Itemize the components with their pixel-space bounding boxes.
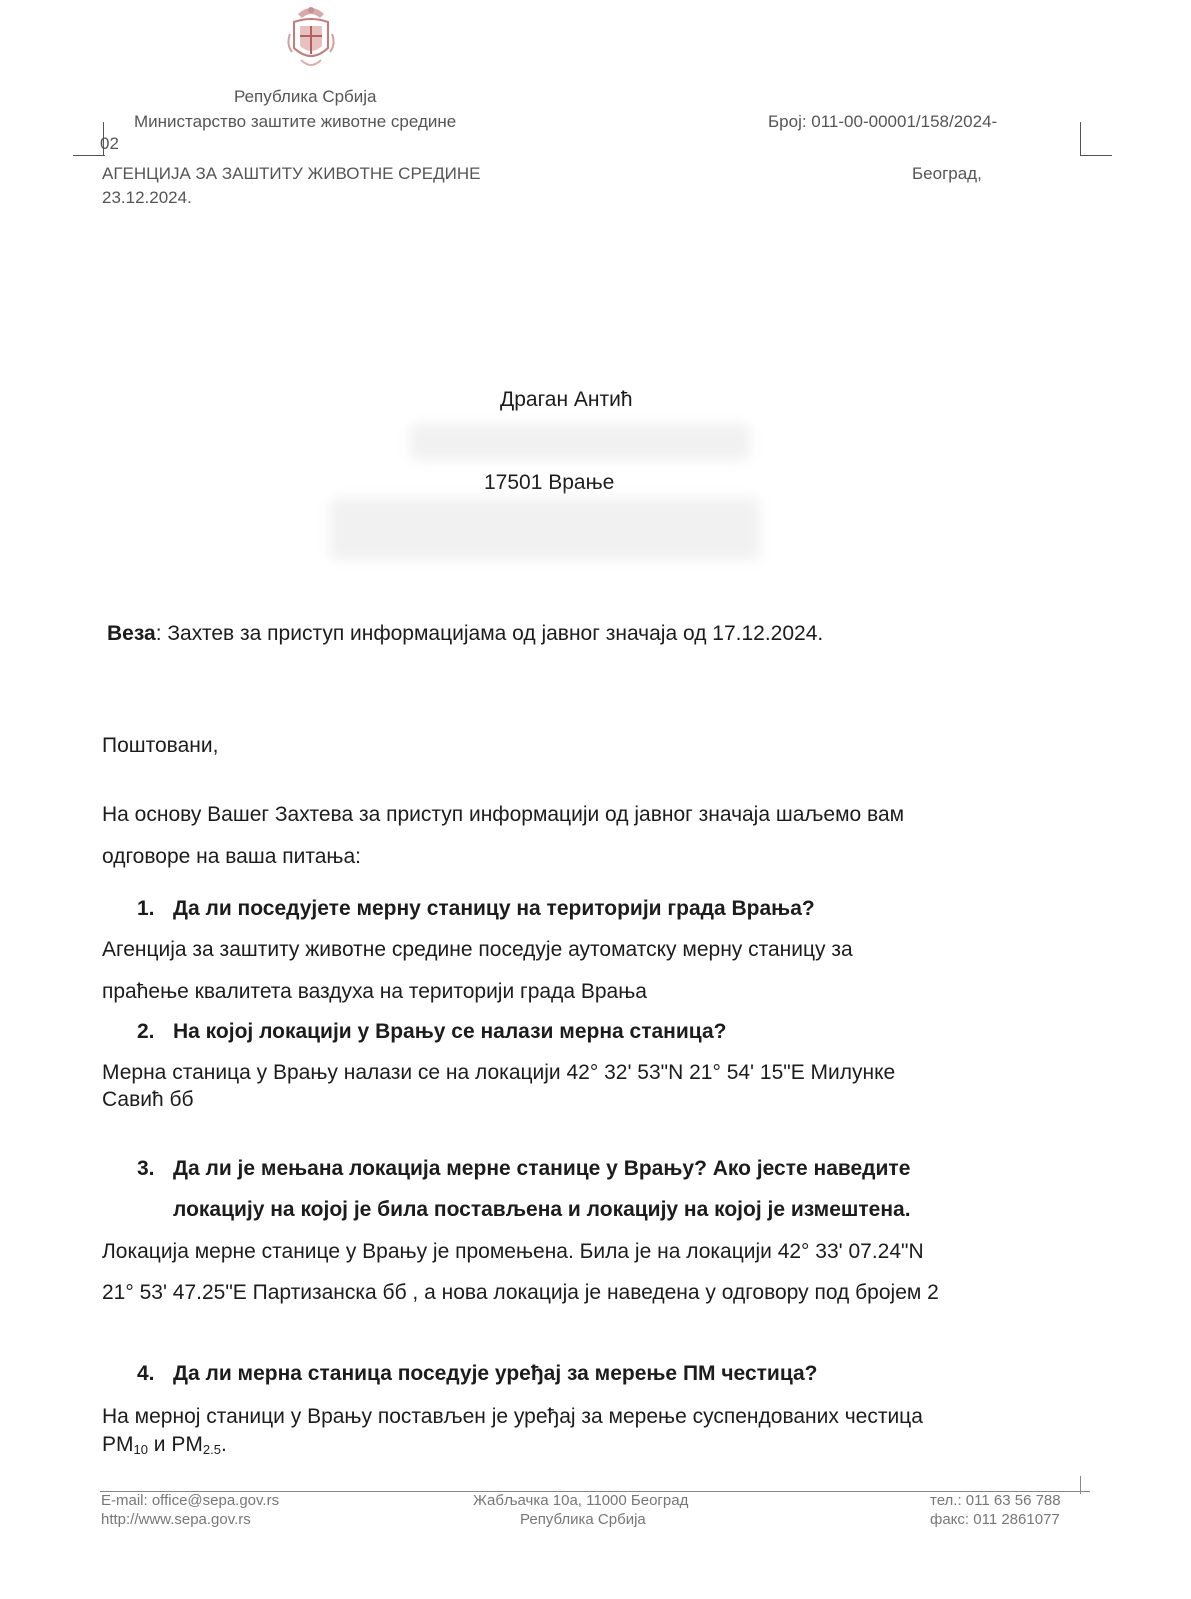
subject-line xyxy=(107,622,823,646)
corner-bracket-right-h xyxy=(1080,155,1112,156)
pm10-subscript: 10 xyxy=(133,1442,148,1457)
recipient-name: Драган Антић xyxy=(500,388,633,411)
answer-2-line-1: Мерна станица у Врању налази се на локацији 42° 32' 53"N 21° 54' 15"E Милунке xyxy=(102,1061,896,1084)
question-number: 1. xyxy=(137,897,155,920)
pm-prefix: PM xyxy=(102,1433,134,1456)
agency-name: АГЕНЦИЈА ЗА ЗАШТИТУ ЖИВОТНЕ СРЕДИНЕ xyxy=(102,164,481,183)
question-2 xyxy=(137,1020,726,1044)
footer-bracket xyxy=(1080,1476,1081,1494)
coat-of-arms-seal xyxy=(286,4,336,76)
intro-line-2: одговоре на ваша питања: xyxy=(102,845,361,868)
question-text: На којој локацији у Врању се налази мерна станица? xyxy=(173,1020,727,1043)
footer-fax: факс: 011 2861077 xyxy=(930,1511,1060,1528)
question-text: Да ли је мењана локација мерне станице у Врању? Ако јесте наведите xyxy=(173,1157,911,1180)
document-date: 23.12.2024. xyxy=(102,188,192,207)
footer-country: Република Србија xyxy=(520,1511,646,1528)
pm-mid: и PM xyxy=(147,1433,203,1456)
footer-email: E-mail: office@sepa.gov.rs xyxy=(101,1492,280,1509)
question-number: 2. xyxy=(137,1020,155,1043)
question-number: 3. xyxy=(137,1157,155,1180)
pm25-subscript: 2.5 xyxy=(202,1442,221,1457)
answer-3-line-1: Локација мерне станице у Врању је промењена. Била је на локацији 42° 33' 07.24"N xyxy=(102,1240,924,1263)
question-3-line-2: локацију на којој је била постављена и локацију на којој је измештена. xyxy=(173,1198,911,1221)
subject-label: Веза xyxy=(107,622,156,645)
answer-2-line-2: Савић бб xyxy=(102,1088,194,1111)
reference-suffix: 02 xyxy=(100,134,119,153)
footer-address: Жабљачка 10а, 11000 Београд xyxy=(473,1492,689,1509)
reference-number: Број: 011-00-00001/158/2024- xyxy=(768,112,998,131)
ministry-name: Министарство заштите животне средине xyxy=(134,112,457,131)
republic-name: Република Србија xyxy=(234,87,377,106)
corner-bracket-left xyxy=(103,122,104,156)
redacted-address xyxy=(410,424,750,460)
question-text: Да ли поседујете мерну станицу на територији града Врања? xyxy=(173,897,815,920)
answer-1-line-1: Агенција за заштиту животне средине поседује аутоматску мерну станицу за xyxy=(102,938,853,961)
footer-phone: тел.: 011 63 56 788 xyxy=(930,1492,1061,1509)
answer-3-line-2: 21° 53' 47.25"E Партизанска бб , а нова локација је наведена у одговору под бројем 2 xyxy=(102,1281,939,1304)
question-number: 4. xyxy=(137,1362,155,1385)
intro-line-1: На основу Вашег Захтева за приступ информацији од јавног значаја шаљемо вам xyxy=(102,803,905,826)
footer-website: http://www.sepa.gov.rs xyxy=(101,1511,251,1528)
redacted-block xyxy=(330,498,760,560)
answer-4-line-2 xyxy=(102,1433,227,1457)
corner-bracket-left-h xyxy=(73,155,105,156)
city: Београд, xyxy=(912,164,982,183)
answer-4-line-1: На мерној станици у Врању постављен је уређај за мерење суспендованих честица xyxy=(102,1405,923,1428)
answer-1-line-2: праћење квалитета ваздуха на територији града Врања xyxy=(102,980,647,1003)
question-3 xyxy=(137,1157,910,1181)
question-4 xyxy=(137,1362,818,1386)
recipient-postal: 17501 Врање xyxy=(484,471,615,494)
question-1 xyxy=(137,897,815,921)
pm-end: . xyxy=(220,1433,227,1456)
question-text: Да ли мерна станица поседује уређај за мерење ПМ честица? xyxy=(173,1362,818,1385)
greeting: Поштовани, xyxy=(102,734,219,757)
subject-text: : Захтев за приступ информацијама од јавног значаја од 17.12.2024. xyxy=(155,622,824,645)
corner-bracket-right xyxy=(1080,122,1081,156)
